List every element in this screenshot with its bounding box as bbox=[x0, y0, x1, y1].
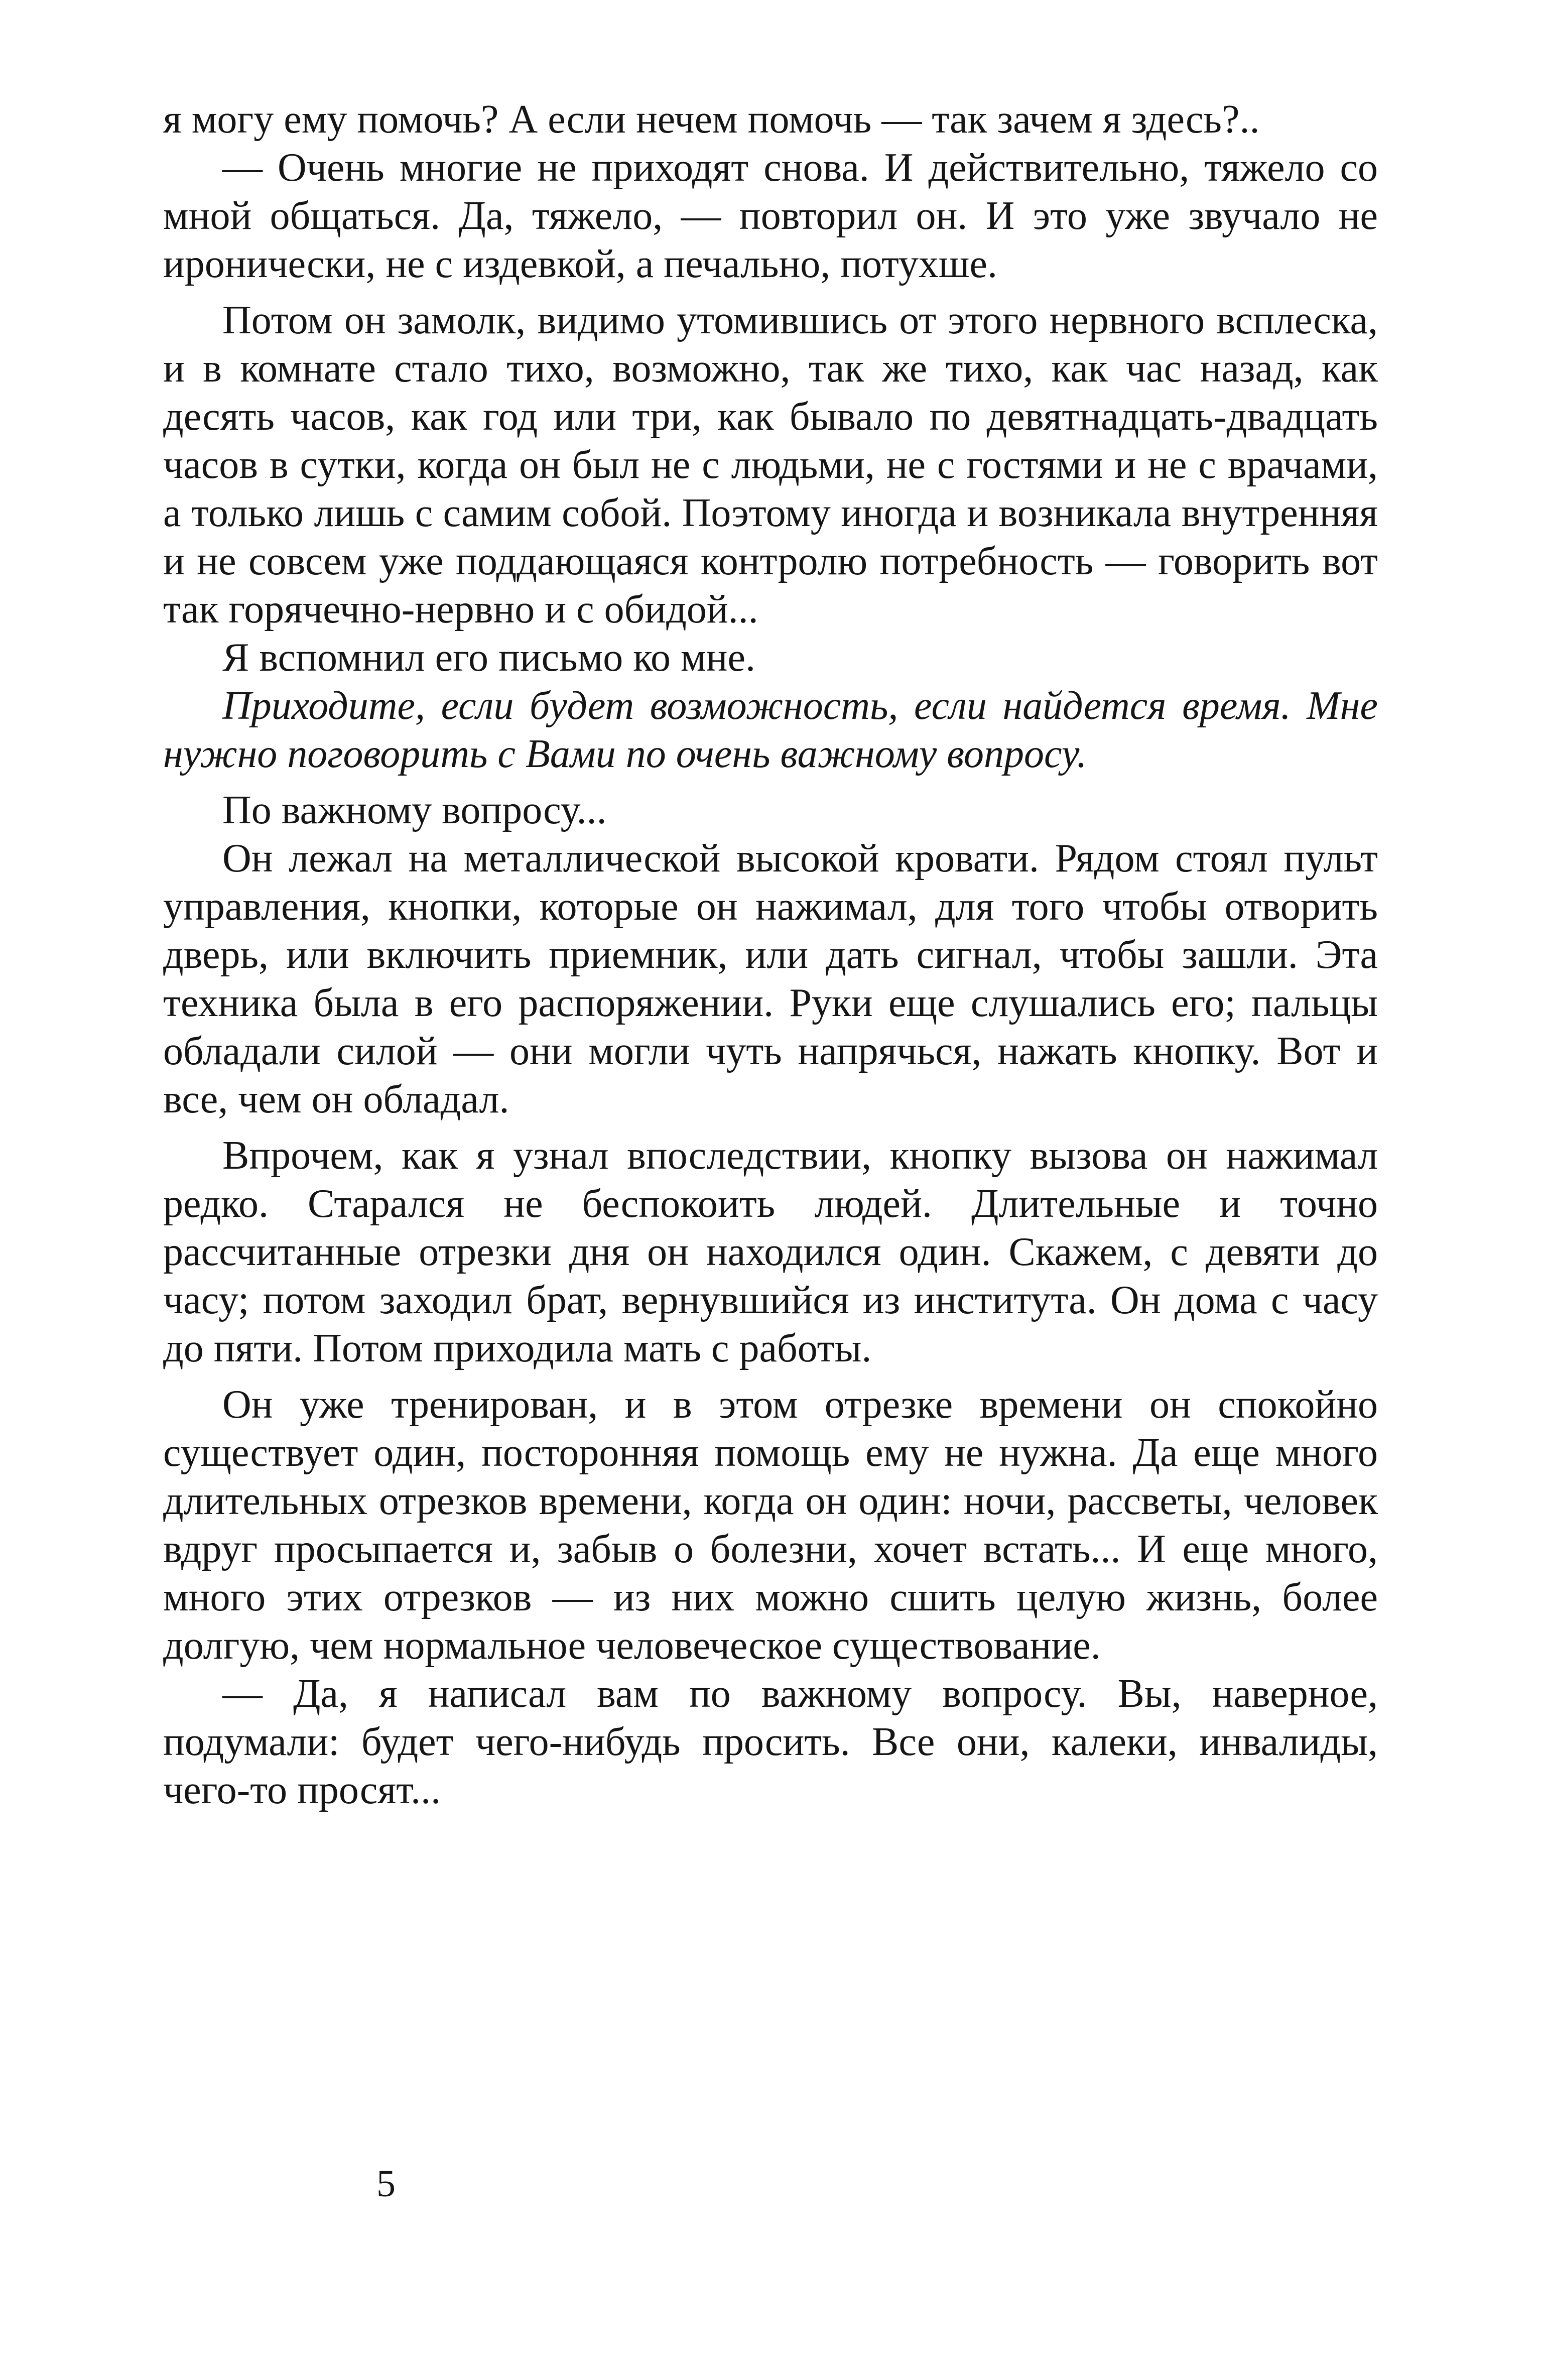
paragraph-call-button: Впрочем, как я узнал впоследствии, кнопку вызова он нажимал редко. Старался не беспокоить людей. Длительные и точно рассчитанные отрезки дня он находился один. Скажем, с девяти до часу; потом заходил брат, вернувшийся из института. Он дома с часу до пяти. Потом приходила мать с работы. bbox=[163, 1134, 1378, 1370]
paragraph-dialogue-1: — Очень многие не приходят снова. И действительно, тяжело со мной общаться. Да, тяжело, — повторил он. И это уже звучало не иронически, не с издевкой, а печально, потухше. bbox=[163, 146, 1378, 286]
paragraph-continuation: я могу ему помочь? А если нечем помочь — так зачем я здесь?.. bbox=[163, 97, 1260, 142]
paragraph-trained: Он уже тренирован, и в этом отрезке времени он спокойно существует один, посторонняя помощь ему не нужна. Да еще много длительных отрезков времени, когда он один: ночи, рассветы, человек вдруг просыпается и, забыв о болезни, хочет встать... И еще много, много этих отрезков — из них можно сшить целую жизнь, более долгую, чем нормальное человеческое существование. bbox=[163, 1383, 1378, 1668]
paragraph-important-question: По важному вопросу... bbox=[222, 788, 607, 832]
paragraph-bed: Он лежал на металлической высокой кровати. Рядом стоял пульт управления, кнопки, которые он нажимал, для того чтобы отворить дверь, или включить приемник, или дать сигнал, чтобы зашли. Эта техника была в его распоряжении. Руки еще слушались его; пальцы обладали силой — они могли чуть напрячься, нажать кнопку. Вот и все, чем он обладал. bbox=[163, 836, 1378, 1121]
paragraph-letter-intro: Я вспомнил его письмо ко мне. bbox=[222, 636, 755, 680]
paragraph-dialogue-2: — Да, я написал вам по важному вопросу. Вы, наверное, подумали: будет чего-нибудь просить. Все они, калеки, инвалиды, чего-то просят... bbox=[163, 1672, 1378, 1812]
paragraph-silence: Потом он замолк, видимо утомившись от этого нервного всплеска, и в комнате стало тихо, возможно, так же тихо, как час назад, как десять часов, как год или три, как бывало по девятнадцать-двадцать часов в сутки, когда он был не с людьми, не с гостями и не с врачами, а только лишь с самим собой. Поэтому иногда и возникала внутренняя и не совсем уже поддающаяся контролю потребность — говорить вот так горячечно-нервно и с обидой... bbox=[163, 298, 1378, 632]
page-number: 5 bbox=[376, 2163, 396, 2205]
book-page-text bbox=[163, 95, 1378, 1814]
paragraph-letter-quote: Приходите, если будет возможность, если найдется время. Мне нужно поговорить с Вами по очень важному вопросу. bbox=[163, 684, 1378, 776]
